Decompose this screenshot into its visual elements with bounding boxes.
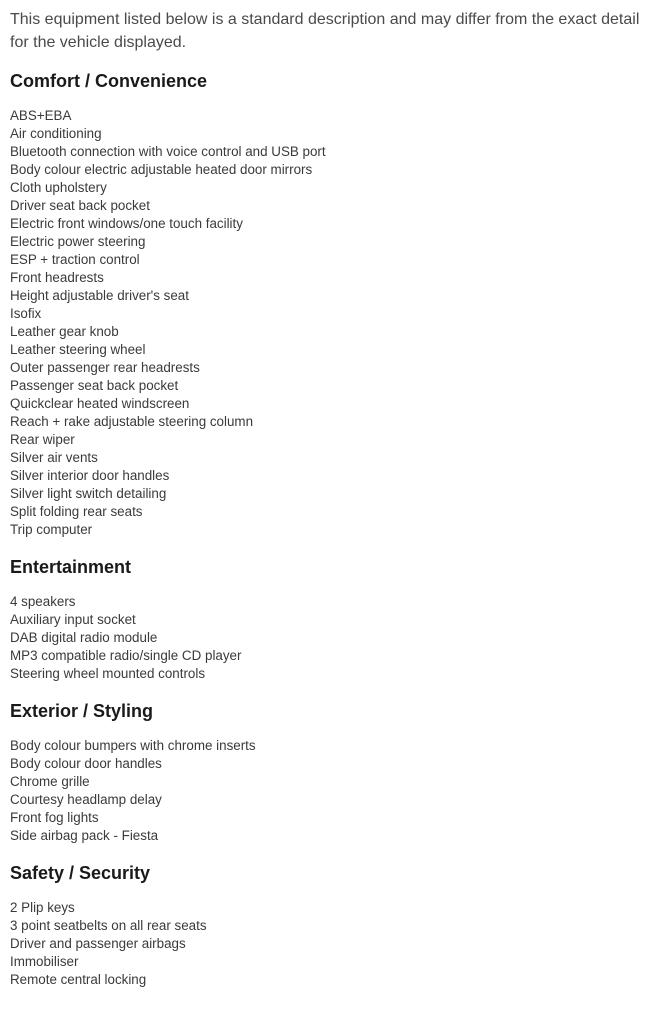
- list-item: Cloth upholstery: [10, 180, 107, 195]
- list-item: Air conditioning: [10, 126, 102, 141]
- list-item: Outer passenger rear headrests: [10, 360, 200, 375]
- section-title: Entertainment: [10, 557, 132, 577]
- list-item: DAB digital radio module: [10, 630, 158, 645]
- list-item: Silver interior door handles: [10, 468, 170, 483]
- list-item: Driver seat back pocket: [10, 198, 150, 213]
- list-item: Front fog lights: [10, 810, 99, 825]
- list-item: Trip computer: [10, 522, 93, 537]
- list-item: Silver air vents: [10, 450, 98, 465]
- section-safety-security: [10, 862, 656, 989]
- intro-text: This equipment listed below is a standard description and may differ from the exact detail for the vehicle displayed.: [10, 11, 640, 51]
- section-exterior-styling: [10, 700, 656, 845]
- equipment-list: [10, 107, 656, 539]
- list-item: Split folding rear seats: [10, 504, 143, 519]
- list-item: MP3 compatible radio/single CD player: [10, 648, 242, 663]
- list-item: Quickclear heated windscreen: [10, 396, 190, 411]
- list-item: Reach + rake adjustable steering column: [10, 414, 254, 429]
- list-item: Bluetooth connection with voice control and USB port: [10, 144, 326, 159]
- list-item: Side airbag pack - Fiesta: [10, 828, 159, 843]
- list-item: Remote central locking: [10, 972, 147, 987]
- list-item: 2 Plip keys: [10, 900, 75, 915]
- section-title: Comfort / Convenience: [10, 71, 208, 91]
- section-comfort-convenience: [10, 70, 656, 539]
- list-item: Front headrests: [10, 270, 104, 285]
- list-item: ABS+EBA: [10, 108, 72, 123]
- list-item: Electric power steering: [10, 234, 146, 249]
- list-item: Chrome grille: [10, 774, 90, 789]
- list-item: Height adjustable driver's seat: [10, 288, 189, 303]
- list-item: Silver light switch detailing: [10, 486, 167, 501]
- section-title: Exterior / Styling: [10, 701, 154, 721]
- equipment-list: [10, 737, 656, 845]
- equipment-list: [10, 899, 656, 989]
- section-entertainment: [10, 556, 656, 683]
- list-item: Leather gear knob: [10, 324, 119, 339]
- list-item: Isofix: [10, 306, 42, 321]
- list-item: Auxiliary input socket: [10, 612, 136, 627]
- list-item: Immobiliser: [10, 954, 79, 969]
- list-item: ESP + traction control: [10, 252, 140, 267]
- list-item: 4 speakers: [10, 594, 76, 609]
- list-item: Steering wheel mounted controls: [10, 666, 206, 681]
- section-title: Safety / Security: [10, 863, 151, 883]
- list-item: Electric front windows/one touch facility: [10, 216, 243, 231]
- list-item: Leather steering wheel: [10, 342, 146, 357]
- list-item: Rear wiper: [10, 432, 75, 447]
- list-item: 3 point seatbelts on all rear seats: [10, 918, 207, 933]
- list-item: Driver and passenger airbags: [10, 936, 186, 951]
- list-item: Passenger seat back pocket: [10, 378, 179, 393]
- equipment-list: [10, 593, 656, 683]
- list-item: Body colour door handles: [10, 756, 162, 771]
- list-item: Body colour electric adjustable heated door mirrors: [10, 162, 313, 177]
- list-item: Body colour bumpers with chrome inserts: [10, 738, 256, 753]
- list-item: Courtesy headlamp delay: [10, 792, 162, 807]
